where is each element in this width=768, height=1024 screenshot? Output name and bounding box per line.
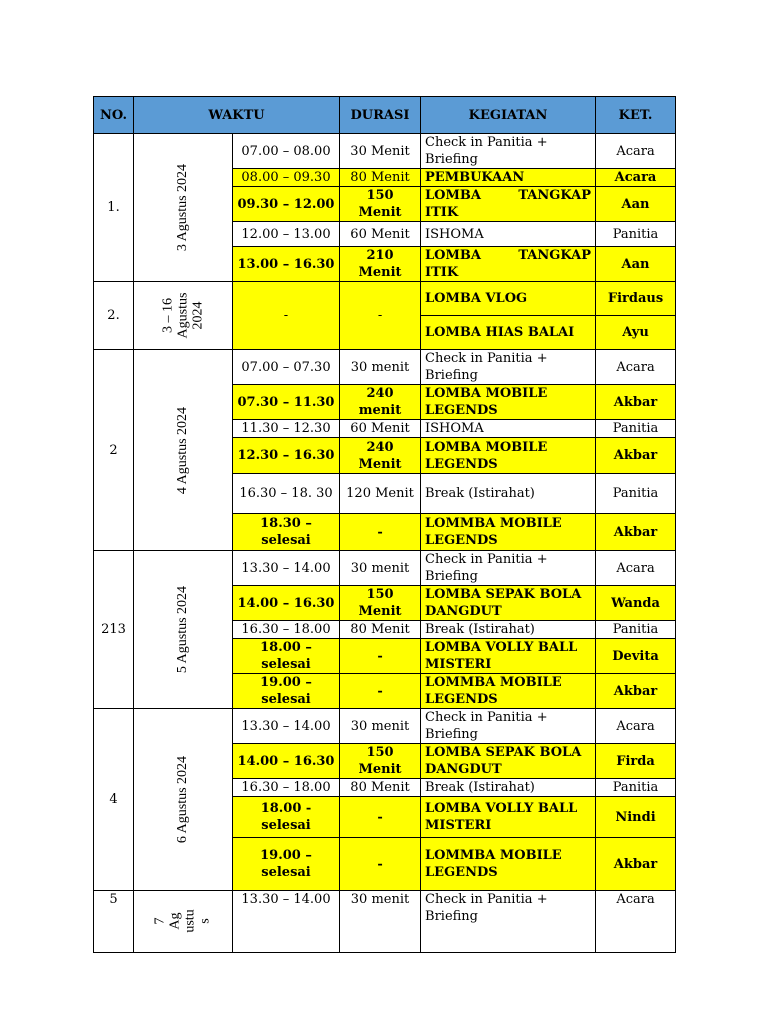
date-line: 2024 <box>190 301 206 329</box>
activity-cell: PEMBUKAAN <box>421 169 596 187</box>
ket-cell: Acara <box>596 134 676 169</box>
date-line: 3 – 16 <box>160 297 176 333</box>
activity-cell: Check in Panitia + Briefing <box>421 551 596 586</box>
ket-cell: Acara <box>596 551 676 586</box>
duration-cell: - <box>340 514 421 551</box>
ket-cell: Acara <box>596 709 676 744</box>
ket-cell: Akbar <box>596 514 676 551</box>
activity-cell: LOMMBA MOBILE LEGENDS <box>421 514 596 551</box>
date-label: 3 Agustus 2024 <box>175 163 191 252</box>
activity-cell: LOMMBA MOBILE LEGENDS <box>421 838 596 891</box>
ket-cell: Acara <box>596 350 676 385</box>
duration-cell: 30 menit <box>340 709 421 744</box>
ket-cell: Aan <box>596 247 676 282</box>
time-cell: 07.00 – 07.30 <box>233 350 340 385</box>
time-cell: 12.00 – 13.00 <box>233 222 340 247</box>
ket-cell: Panitia <box>596 621 676 639</box>
ket-cell: Devita <box>596 639 676 674</box>
duration-cell: 60 Menit <box>340 222 421 247</box>
time-cell: 12.30 – 16.30 <box>233 438 340 474</box>
table-row <box>94 350 676 385</box>
time-cell: 18.00 – selesai <box>233 639 340 674</box>
time-cell: 16.30 – 18.00 <box>233 779 340 797</box>
ket-cell: Panitia <box>596 779 676 797</box>
ket-cell: Panitia <box>596 420 676 438</box>
activity-cell: Break (Istirahat) <box>421 779 596 797</box>
duration-cell: 150 Menit <box>340 586 421 621</box>
duration-cell: 240 Menit <box>340 438 421 474</box>
time-cell: 07.30 – 11.30 <box>233 385 340 420</box>
time-cell: 18.00 - selesai <box>233 797 340 838</box>
row-number: 2. <box>94 282 134 350</box>
activity-cell: LOMBA VOLLY BALL MISTERI <box>421 797 596 838</box>
activity-cell: LOMBA TANGKAP ITIK <box>421 187 596 222</box>
activity-cell: Break (Istirahat) <box>421 621 596 639</box>
duration-cell: - <box>340 674 421 709</box>
activity-cell: LOMMBA MOBILE LEGENDS <box>421 674 596 709</box>
duration-cell: 150 Menit <box>340 744 421 779</box>
date-label: 6 Agustus 2024 <box>175 755 191 844</box>
time-cell: 08.00 – 09.30 <box>233 169 340 187</box>
activity-cell: LOMBA MOBILE LEGENDS <box>421 438 596 474</box>
table-row <box>94 891 676 953</box>
duration-cell: 30 menit <box>340 551 421 586</box>
duration-cell: - <box>340 838 421 891</box>
duration-cell: 60 Menit <box>340 420 421 438</box>
ket-cell: Akbar <box>596 674 676 709</box>
time-cell: 14.00 – 16.30 <box>233 586 340 621</box>
row-number: 2 <box>94 350 134 551</box>
time-cell: 13.30 – 14.00 <box>233 709 340 744</box>
date-line: s <box>198 918 213 924</box>
activity-cell: ISHOMA <box>421 222 596 247</box>
date-cell <box>134 282 233 350</box>
date-line: ustu <box>183 909 198 933</box>
ket-cell: Akbar <box>596 838 676 891</box>
duration-cell: 150 Menit <box>340 187 421 222</box>
date-label: 4 Agustus 2024 <box>175 406 191 494</box>
date-line: 7 <box>153 917 168 925</box>
time-cell: 13.30 – 14.00 <box>233 891 340 953</box>
table-row <box>94 551 676 586</box>
time-cell: 18.30 – selesai <box>233 514 340 551</box>
header-ket: KET. <box>596 97 676 134</box>
duration-cell: 240 menit <box>340 385 421 420</box>
date-cell <box>134 350 233 551</box>
date-cell <box>134 709 233 891</box>
table-row <box>94 282 676 316</box>
duration-cell: 80 Menit <box>340 621 421 639</box>
date-line: Ag <box>168 912 183 930</box>
time-cell: 11.30 – 12.30 <box>233 420 340 438</box>
activity-cell: LOMBA TANGKAP ITIK <box>421 247 596 282</box>
ket-cell: Panitia <box>596 474 676 514</box>
time-cell: 19.00 – selesai <box>233 838 340 891</box>
row-number: 1. <box>94 134 134 282</box>
ket-cell: Acara <box>596 169 676 187</box>
activity-cell: Check in Panitia + Briefing <box>421 134 596 169</box>
row-number: 5 <box>94 891 134 953</box>
duration-cell: 30 menit <box>340 350 421 385</box>
time-cell: 16.30 – 18. 30 <box>233 474 340 514</box>
activity-cell: LOMBA MOBILE LEGENDS <box>421 385 596 420</box>
ket-cell: Nindi <box>596 797 676 838</box>
header-row <box>94 97 676 134</box>
date-label <box>153 909 213 932</box>
activity-cell: Check in Panitia + Briefing <box>421 709 596 744</box>
time-cell: 14.00 – 16.30 <box>233 744 340 779</box>
date-cell <box>134 891 233 953</box>
activity-cell: Break (Istirahat) <box>421 474 596 514</box>
duration-cell: 120 Menit <box>340 474 421 514</box>
header-waktu: WAKTU <box>134 97 340 134</box>
time-cell: 13.30 – 14.00 <box>233 551 340 586</box>
table-row <box>94 709 676 744</box>
time-cell: 13.00 – 16.30 <box>233 247 340 282</box>
header-kegiatan: KEGIATAN <box>421 97 596 134</box>
duration-cell: 80 Menit <box>340 169 421 187</box>
activity-cell: LOMBA VOLLY BALL MISTERI <box>421 639 596 674</box>
ket-cell: Firdaus <box>596 282 676 316</box>
activity-cell: LOMBA HIAS BALAI <box>421 316 596 350</box>
ket-cell: Akbar <box>596 385 676 420</box>
header-no: NO. <box>94 97 134 134</box>
activity-cell: LOMBA VLOG <box>421 282 596 316</box>
date-cell <box>134 134 233 282</box>
time-cell: 16.30 – 18.00 <box>233 621 340 639</box>
ket-cell: Acara <box>596 891 676 953</box>
ket-cell: Wanda <box>596 586 676 621</box>
duration-cell: 210 Menit <box>340 247 421 282</box>
header-durasi: DURASI <box>340 97 421 134</box>
activity-cell: LOMBA SEPAK BOLA DANGDUT <box>421 744 596 779</box>
schedule-table <box>93 96 676 953</box>
ket-cell: Panitia <box>596 222 676 247</box>
activity-cell: LOMBA SEPAK BOLA DANGDUT <box>421 586 596 621</box>
activity-cell: Check in Panitia + Briefing <box>421 350 596 385</box>
ket-cell: Akbar <box>596 438 676 474</box>
table-row <box>94 134 676 169</box>
date-line: Agustus <box>175 292 191 338</box>
time-cell: 07.00 – 08.00 <box>233 134 340 169</box>
ket-cell: Ayu <box>596 316 676 350</box>
ket-cell: Firda <box>596 744 676 779</box>
date-label <box>161 292 206 338</box>
date-cell <box>134 551 233 709</box>
duration-cell: 30 menit <box>340 891 421 953</box>
activity-cell: ISHOMA <box>421 420 596 438</box>
duration-cell: 80 Menit <box>340 779 421 797</box>
duration-cell: - <box>340 282 421 350</box>
activity-cell: Check in Panitia + Briefing <box>421 891 596 953</box>
ket-cell: Aan <box>596 187 676 222</box>
row-number: 213 <box>94 551 134 709</box>
duration-cell: 30 Menit <box>340 134 421 169</box>
duration-cell: - <box>340 639 421 674</box>
time-cell: 19.00 – selesai <box>233 674 340 709</box>
date-label: 5 Agustus 2024 <box>175 585 191 674</box>
time-cell: 09.30 – 12.00 <box>233 187 340 222</box>
time-cell: - <box>233 282 340 350</box>
row-number: 4 <box>94 709 134 891</box>
duration-cell: - <box>340 797 421 838</box>
